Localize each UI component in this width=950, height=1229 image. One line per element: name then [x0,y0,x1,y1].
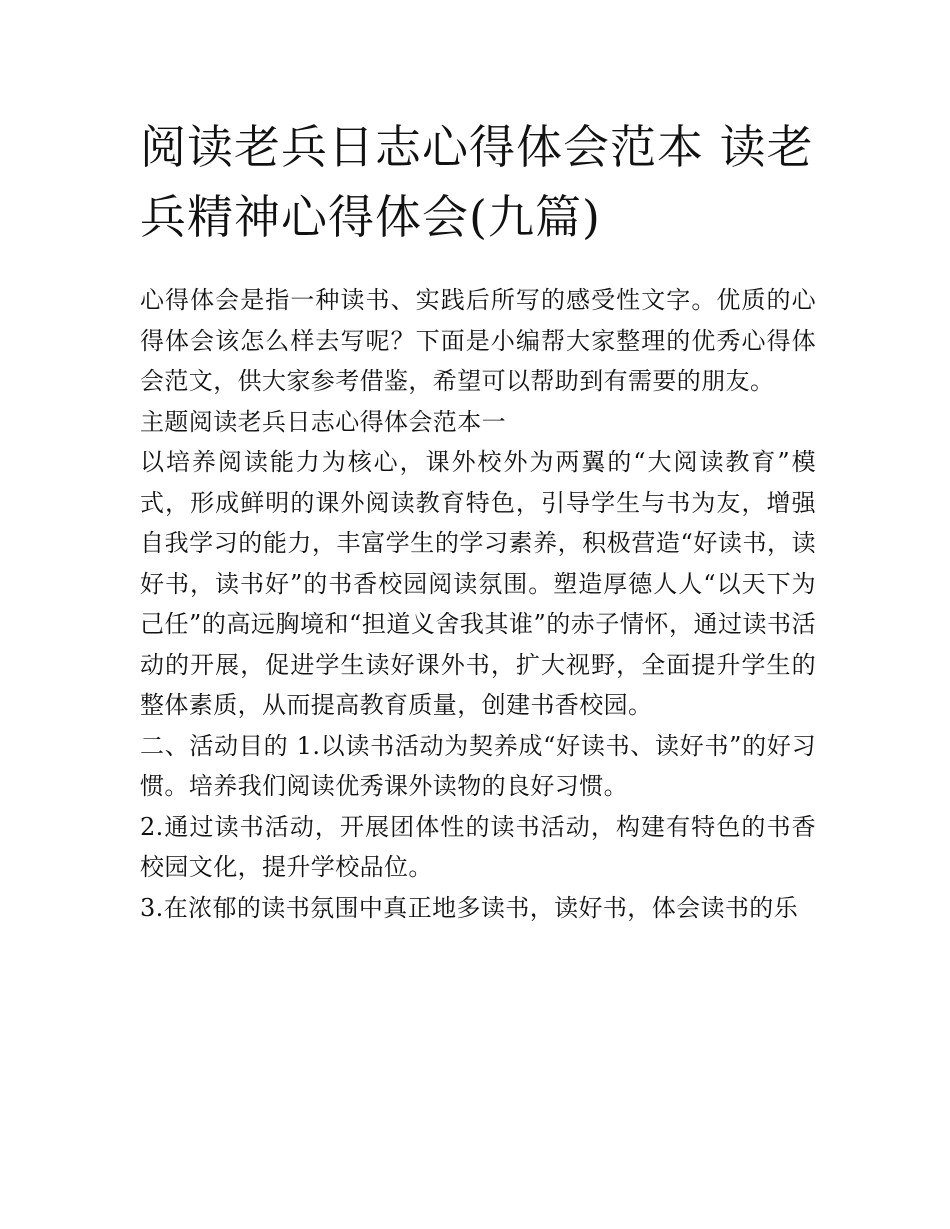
body-paragraph: 以培养阅读能力为核心，课外校外为两翼的“大阅读教育”模式，形成鲜明的课外阅读教育特色，引导学生与书为友，增强自我学习的能力，丰富学生的学习素养，积极营造“好读书，读好书，读书好”的书香校园阅读氛围。塑造厚德人人“以天下为己任”的高远胸境和“担道义舍我其谁”的赤子情怀，通过读书活动的开展，促进学生读好课外书，扩大视野，全面提升学生的整体素质，从而提高教育质量，创建书香校园。 [140,448,816,719]
document-body [140,280,816,928]
body-paragraph: 二、活动目的 1.以读书活动为契养成“好读书、读好书”的好习惯。培养我们阅读优秀课外读物的良好习惯。 [140,731,816,800]
intro-paragraph: 心得体会是指一种读书、实践后所写的感受性文字。优质的心得体会该怎么样去写呢？下面是小编帮大家整理的优秀心得体会范文，供大家参考借鉴，希望可以帮助到有需要的朋友。 [140,286,816,395]
body-paragraph: 2.通过读书活动，开展团体性的读书活动，构建有特色的书香校园文化，提升学校品位。 [140,812,816,881]
document-title: 阅读老兵日志心得体会范本 读老兵精神心得体会(九篇) [140,120,814,244]
body-paragraph: 3.在浓郁的读书氛围中真正地多读书，读好书，体会读书的乐 [140,893,799,922]
section-heading: 主题阅读老兵日志心得体会范本一 [140,407,506,436]
